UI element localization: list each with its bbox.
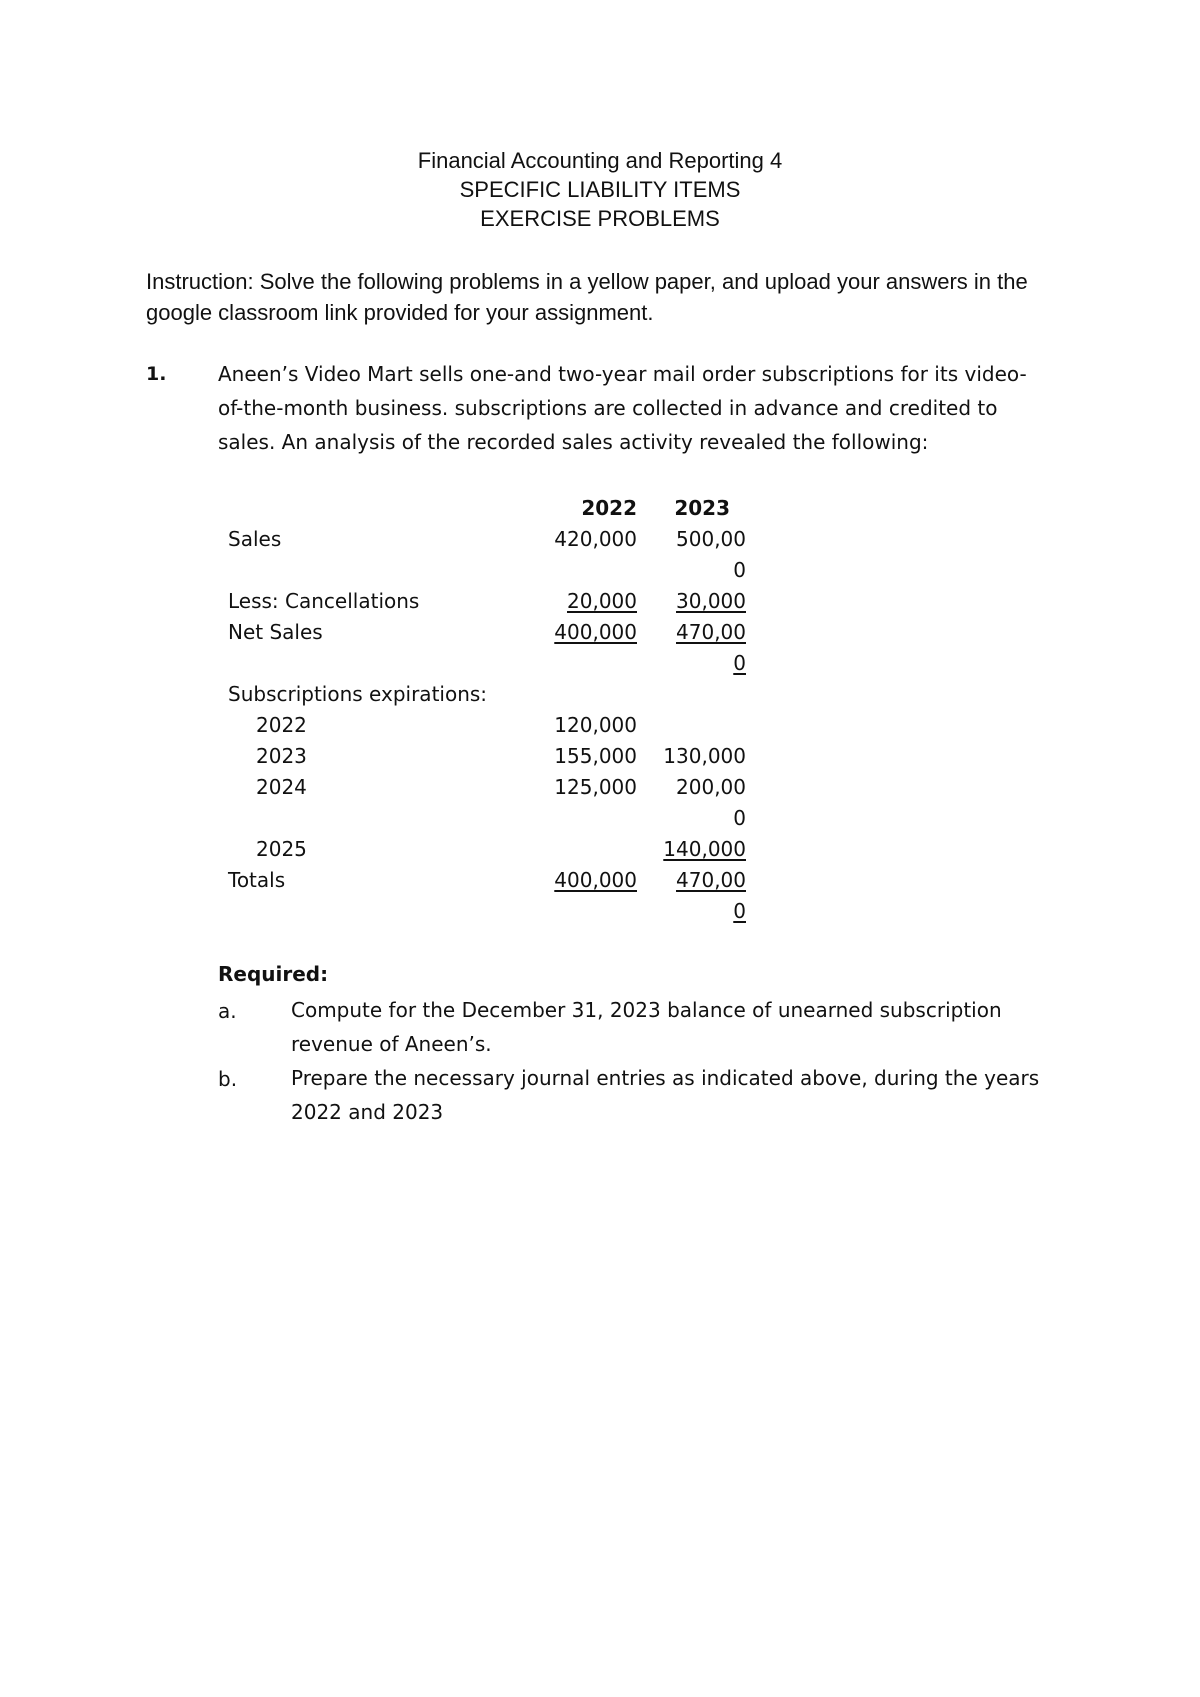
topic-title: SPECIFIC LIABILITY ITEMS [459,177,741,202]
problem-text: Aneen’s Video Mart sells one-and two-year mail order subscriptions for its video-of-the-month business. subscriptions are collected in advance and credited to sales. An analysis of the recorded sales activity revealed the following: [218,362,1027,454]
row-label-2023: 2023 [256,744,307,768]
problem-number: 1. [146,363,167,385]
cell-sales-2022: 420,000 [554,527,637,551]
row-label-2024: 2024 [256,775,307,799]
row-label-cancellations: Less: Cancellations [228,589,420,613]
cell-totals-2023: 470,00 [676,868,746,892]
row-label-totals: Totals [228,868,286,892]
course-title: Financial Accounting and Reporting 4 [417,148,783,173]
required-item-a-marker: a. [218,999,237,1023]
required-item-a-text: Compute for the December 31, 2023 balance of unearned subscription revenue of Aneen’s. [291,998,1002,1056]
cell-exp-2024-2023-wrap: 0 [733,806,746,830]
cell-net-sales-2023-wrap: 0 [733,651,746,675]
cell-cancellations-2023: 30,000 [676,589,746,613]
row-label-net-sales: Net Sales [228,620,323,644]
cell-net-sales-2023: 470,00 [676,620,746,644]
column-header-2022: 2022 [581,496,637,520]
required-heading: Required: [218,962,329,986]
exercise-title: EXERCISE PROBLEMS [480,206,720,231]
cell-exp-2022-2022: 120,000 [554,713,637,737]
cell-exp-2024-2023: 200,00 [676,775,746,799]
row-label-expirations: Subscriptions expirations: [228,682,488,706]
instruction-text: Instruction: Solve the following problems in a yellow paper, and upload your answers in the google classroom link provided for your assignment. [146,269,1028,325]
required-item-b-text: Prepare the necessary journal entries as indicated above, during the years 2022 and 2023 [291,1066,1040,1124]
cell-exp-2023-2022: 155,000 [554,744,637,768]
cell-sales-2023-wrap: 0 [733,558,746,582]
required-item-b-marker: b. [218,1067,238,1091]
cell-exp-2024-2022: 125,000 [554,775,637,799]
cell-totals-2022: 400,000 [554,868,637,892]
cell-exp-2025-2023: 140,000 [663,837,746,861]
cell-net-sales-2022: 400,000 [554,620,637,644]
row-label-2025: 2025 [256,837,307,861]
cell-cancellations-2022: 20,000 [567,589,637,613]
row-label-2022: 2022 [256,713,307,737]
cell-totals-2023-wrap: 0 [733,899,746,923]
cell-exp-2023-2023: 130,000 [663,744,746,768]
row-label-sales: Sales [228,527,282,551]
cell-sales-2023: 500,00 [676,527,746,551]
column-header-2023: 2023 [674,496,730,520]
